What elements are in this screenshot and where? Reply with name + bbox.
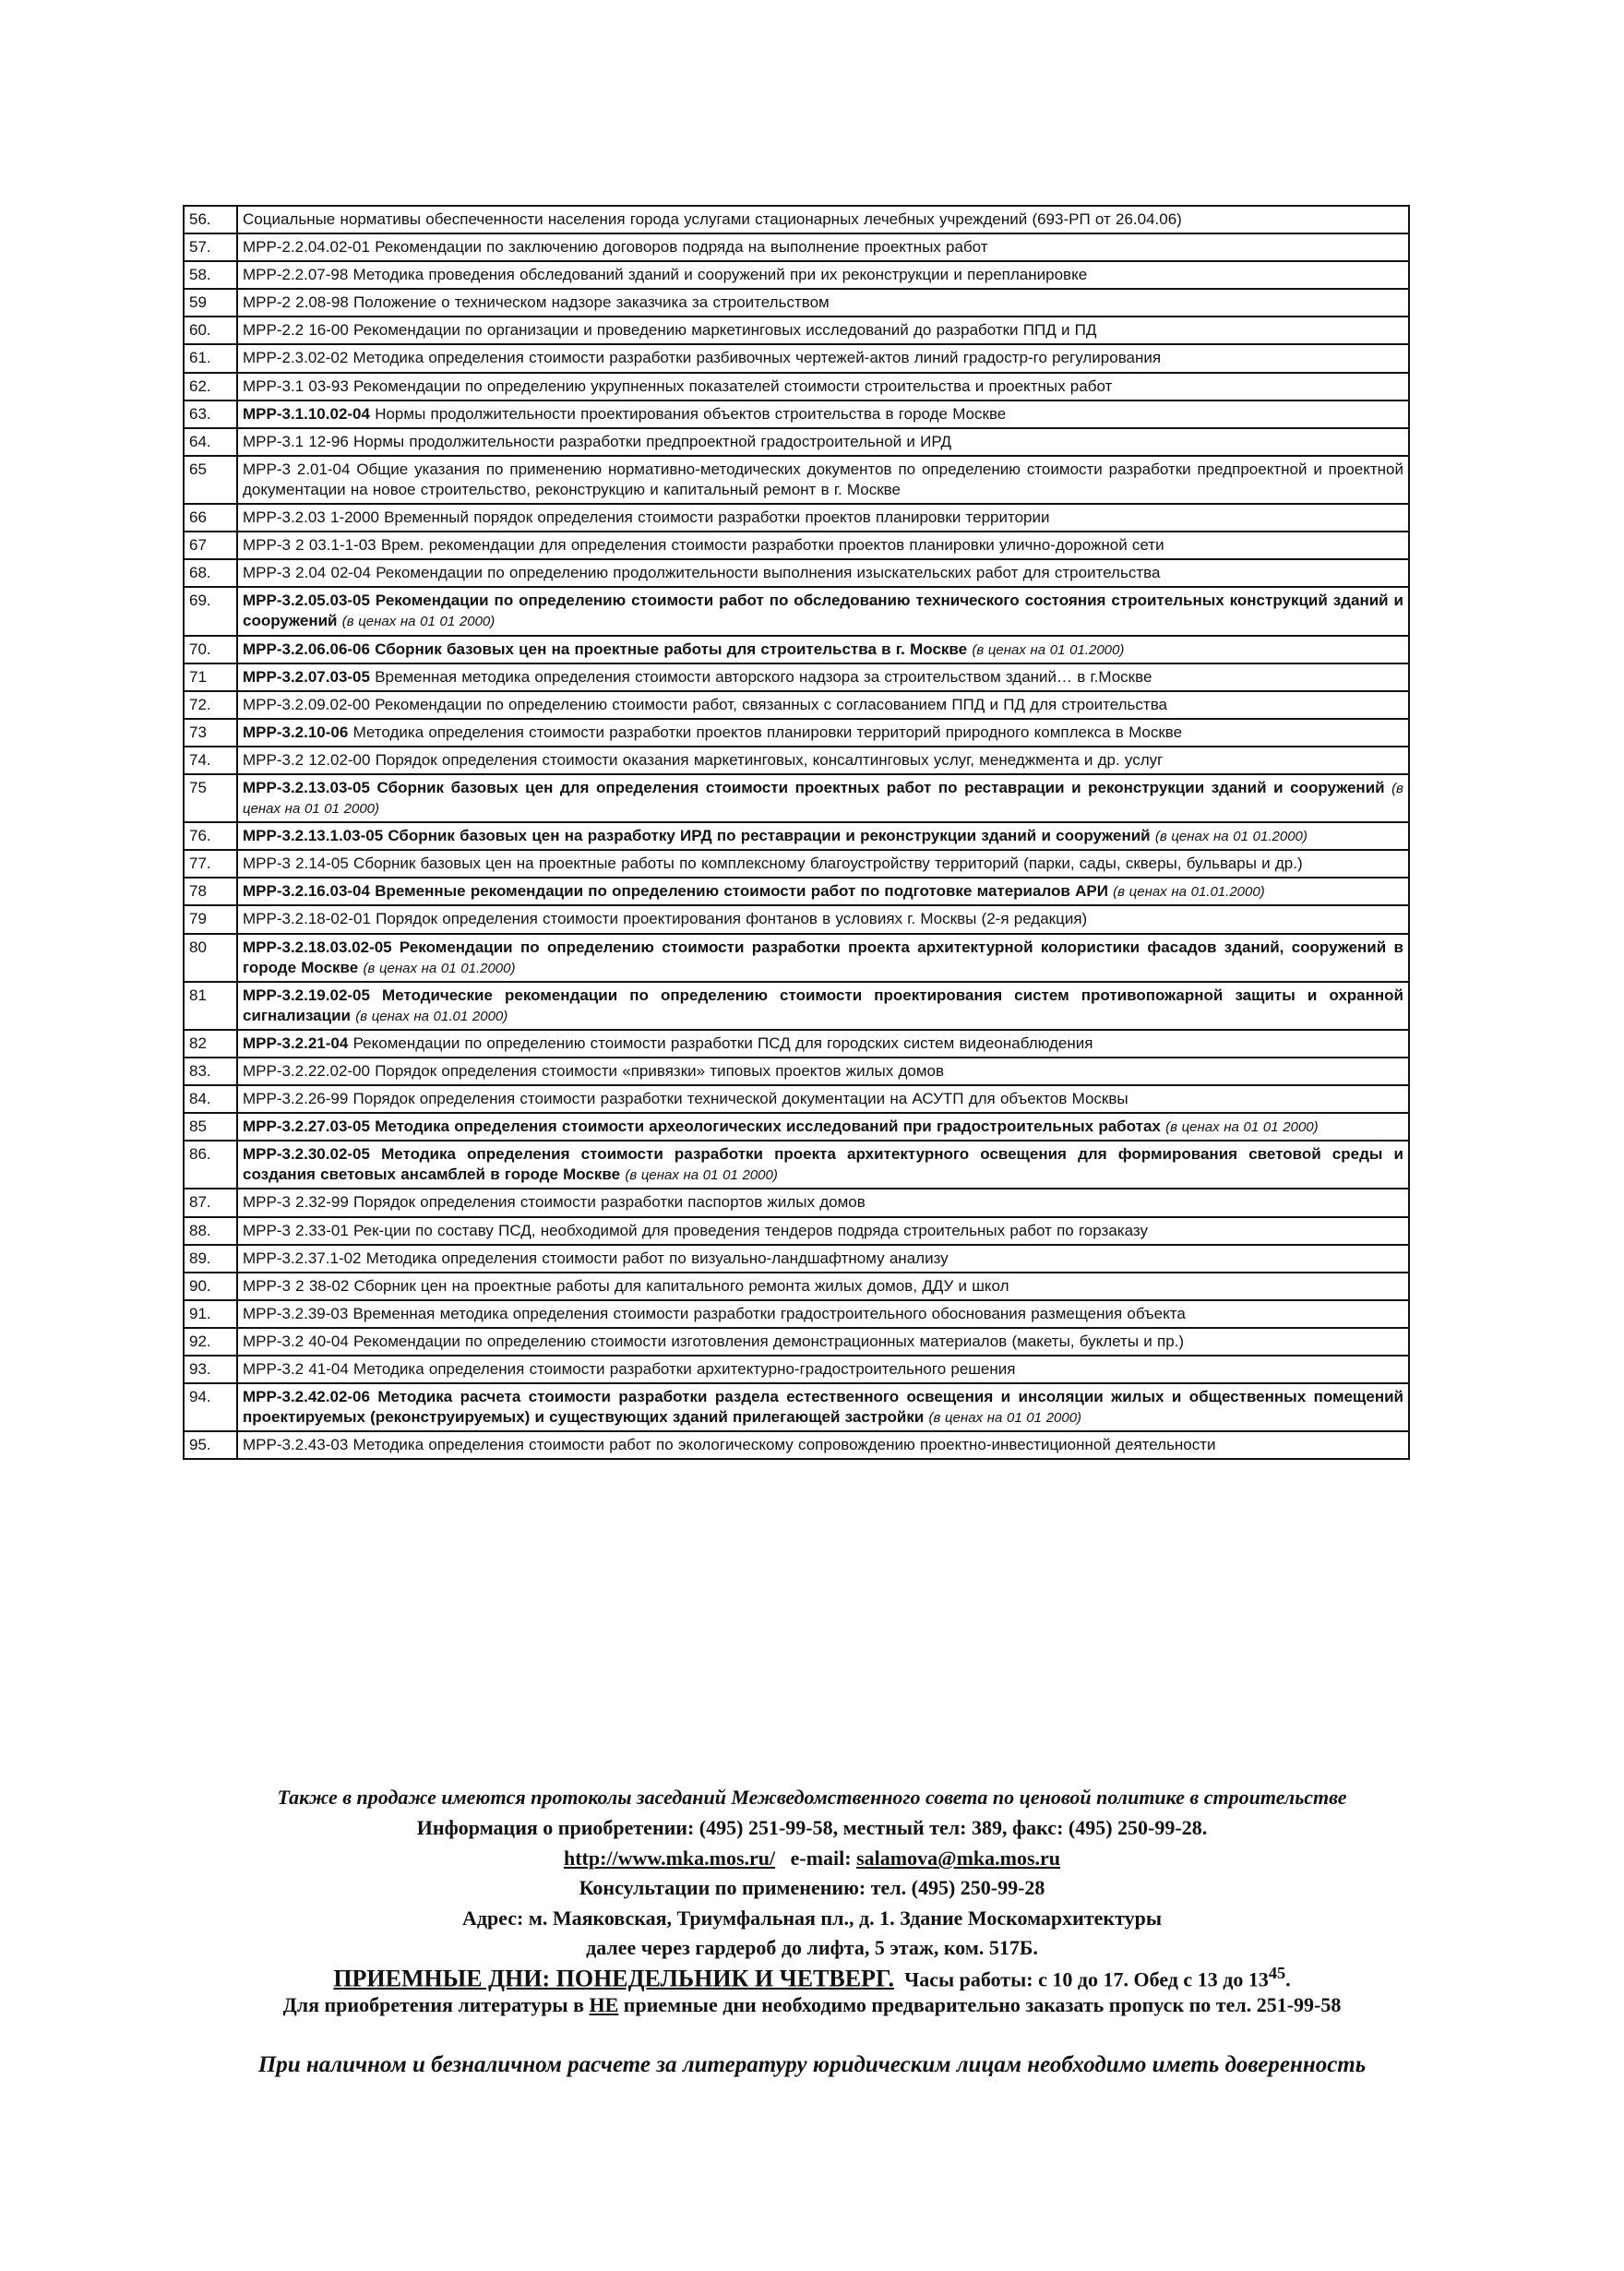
table-row [184, 559, 1409, 587]
row-title: МРР-3.2.26-99 Порядок определения стоимости разработки технической документации на АСУТП для объектов Москвы [237, 1085, 1409, 1113]
table-row [184, 691, 1409, 719]
table-row [184, 663, 1409, 691]
row-title [237, 774, 1409, 822]
row-title: МРР-3.2.22.02-00 Порядок определения стоимости «привязки» типовых проектов жилых домов [237, 1058, 1409, 1085]
row-title [237, 1030, 1409, 1058]
table-row [184, 905, 1409, 933]
table-row [184, 1217, 1409, 1245]
table-row [184, 1273, 1409, 1300]
row-title [237, 934, 1409, 982]
table-row [184, 456, 1409, 504]
row-title: МРР-2.2.07-98 Методика проведения обследований зданий и сооружений при их реконструкции и перепланировке [237, 261, 1409, 289]
table-row [184, 1245, 1409, 1273]
price-note: (в ценах на 01 01 2000) [341, 614, 496, 630]
row-number: 65 [184, 456, 237, 504]
table-row [184, 1058, 1409, 1085]
price-note: (в ценах на 01 01 2000) [625, 1167, 778, 1184]
address-line: Адрес: м. Маяковская, Триумфальная пл., д. 1. Здание Москомархитектуры [461, 1906, 1163, 1930]
table-row [184, 373, 1409, 400]
row-number: 87. [184, 1189, 237, 1216]
table-row [184, 317, 1409, 344]
row-title [237, 587, 1409, 635]
row-number: 85 [184, 1113, 237, 1141]
table-row [184, 289, 1409, 317]
row-number: 71 [184, 663, 237, 691]
row-title-text: МРР-3.2.30.02-05 Методика определения стоимости разработки проекта архитектурного освещения для формирования световой среды и создания световых ансамблей в городе Москве [243, 1145, 1403, 1184]
table-row [184, 233, 1409, 261]
row-title: МРР-2 2.08-98 Положение о техническом надзоре заказчика за строительством [237, 289, 1409, 317]
table-row [184, 1328, 1409, 1356]
table-row [184, 400, 1409, 428]
row-title: МРР-3 2.33-01 Рек-ции по составу ПСД, необходимой для проведения тендеров подряда строительных работ по горзаказу [237, 1217, 1409, 1245]
table-row [184, 1113, 1409, 1141]
reception-line [148, 1964, 1476, 1992]
table-row [184, 504, 1409, 532]
row-title: МРР-2.3.02-02 Методика определения стоимости разработки разбивочных чертежей-актов линий градостр-го регулирования [237, 344, 1409, 372]
row-title: МРР-2.2.04.02-01 Рекомендации по заключению договоров подряда на выполнение проектных работ [237, 233, 1409, 261]
row-number: 83. [184, 1058, 237, 1085]
row-title-text: МРР-3.2.27.03-05 Методика определения стоимости археологических исследований при градостроительных работах [243, 1118, 1161, 1136]
row-number: 61. [184, 344, 237, 372]
row-title-text: Методика определения стоимости разработки проектов планировки территорий природного комплекса в Москве [348, 723, 1183, 741]
row-code: МРР-3.1.10.02-04 [243, 404, 370, 423]
row-title [237, 1141, 1409, 1189]
row-title: МРР-3 2.01-04 Общие указания по применению нормативно-методических документов по определению стоимости разработки предпроектной и проектной документации на новое строительство, реконструкцию и капитальный ремонт в г. Москве [237, 456, 1409, 504]
website-link[interactable]: http://www.mka.mos.ru/ [563, 1847, 776, 1870]
row-title: МРР-3.2.37.1-02 Методика определения стоимости работ по визуально-ландшафтному анализу [237, 1245, 1409, 1273]
row-title: МРР-3 2.14-05 Сборник базовых цен на проектные работы по комплексному благоустройству территорий (парки, сады, скверы, бульвары и др.) [237, 850, 1409, 878]
row-title-text: МРР-3.2.13.1.03-05 Сборник базовых цен на разработку ИРД по реставрации и реконструкции зданий и сооружений [243, 827, 1151, 845]
price-note: (в ценах на 01 01.2000) [363, 960, 516, 976]
table-row [184, 1030, 1409, 1058]
row-number: 77. [184, 850, 237, 878]
row-title-text: Временная методика определения стоимости авторского надзора за строительством зданий… в г.Москве [369, 667, 1152, 686]
payment-note: При наличном и безналичном расчете за литературу юридическим лицам необходимо иметь доверенность [257, 2052, 1367, 2077]
row-title [237, 822, 1409, 850]
row-number: 56. [184, 206, 237, 233]
table-row [184, 1356, 1409, 1383]
row-title [237, 719, 1409, 747]
row-title: Социальные нормативы обеспеченности населения города услугами стационарных лечебных учреждений (693-РП от 26.04.06) [237, 206, 1409, 233]
row-title-text: Нормы продолжительности проектирования объектов строительства в городе Москве [369, 404, 1007, 423]
table-row [184, 719, 1409, 747]
row-title: МРР-3.2.43-03 Методика определения стоимости работ по экологическому сопровождению проектно-инвестиционной деятельности [237, 1431, 1409, 1459]
pass-info [148, 1993, 1476, 2017]
row-title [237, 1383, 1409, 1431]
price-note: (в ценах на 01 01 2000) [1165, 1119, 1319, 1136]
table-row [184, 1189, 1409, 1216]
row-title [237, 636, 1409, 663]
web-email-line [148, 1847, 1476, 1871]
row-number: 81 [184, 982, 237, 1030]
row-code: МРР-3.2.07.03-05 [243, 667, 370, 686]
table-row [184, 261, 1409, 289]
table-row [184, 1300, 1409, 1328]
row-title-text: МРР-3.2.19.02-05 Методические рекомендации по определению стоимости проектирования систем противопожарной защиты и охранной сигнализации [243, 986, 1403, 1024]
table-row [184, 1085, 1409, 1113]
row-number: 79 [184, 905, 237, 933]
table-row [184, 747, 1409, 774]
row-title: МРР-3.2.03 1-2000 Временный порядок определения стоимости разработки проектов планировки территории [237, 504, 1409, 532]
table-row [184, 428, 1409, 456]
price-note: (в ценах на 01 01 2000) [243, 780, 1403, 818]
row-number: 57. [184, 233, 237, 261]
row-number: 72. [184, 691, 237, 719]
table-row [184, 878, 1409, 905]
row-title-text: МРР-3.2.13.03-05 Сборник базовых цен для определения стоимости проектных работ по реставрации и реконструкции зданий и сооружений [243, 778, 1385, 796]
row-title: МРР-3 2 38-02 Сборник цен на проектные работы для капитального ремонта жилых домов, ДДУ и школ [237, 1273, 1409, 1300]
table-row [184, 344, 1409, 372]
table-row [184, 982, 1409, 1030]
row-number: 59 [184, 289, 237, 317]
row-number: 60. [184, 317, 237, 344]
table-row [184, 206, 1409, 233]
row-number: 93. [184, 1356, 237, 1383]
row-number: 94. [184, 1383, 237, 1431]
address-details: далее через гардероб до лифта, 5 этаж, ком. 517Б. [586, 1936, 1038, 1959]
row-number: 63. [184, 400, 237, 428]
row-title-text: МРР-3.2.16.03-04 Временные рекомендации по определению стоимости работ по подготовке материалов АРИ [243, 882, 1108, 901]
working-hours-end: . [1285, 1967, 1291, 1991]
pass-text-b: приемные дни необходимо предварительно заказать пропуск по тел. 251-99-58 [623, 1993, 1342, 2016]
consult-info: Консультации по применению: тел. (495) 250-99-28 [579, 1876, 1045, 1899]
row-number: 73 [184, 719, 237, 747]
row-number: 58. [184, 261, 237, 289]
row-number: 66 [184, 504, 237, 532]
row-number: 62. [184, 373, 237, 400]
row-title-text: МРР-3.2.18.03.02-05 Рекомендации по определению стоимости разработки проекта архитектурной колористики фасадов зданий, сооружений в городе Москве [243, 938, 1403, 976]
row-title: МРР-3 2 03.1-1-03 Врем. рекомендации для определения стоимости разработки проектов планировки улично-дорожной сети [237, 532, 1409, 559]
row-title: МРР-2.2 16-00 Рекомендации по организации и проведению маркетинговых исследований до разработки ППД и ПД [237, 317, 1409, 344]
email-label: e-mail: [790, 1847, 852, 1870]
row-number: 78 [184, 878, 237, 905]
row-number: 88. [184, 1217, 237, 1245]
row-number: 92. [184, 1328, 237, 1356]
price-note: (в ценах на 01.01 2000) [355, 1008, 508, 1024]
row-title [237, 400, 1409, 428]
table-row [184, 774, 1409, 822]
table-row [184, 934, 1409, 982]
price-note: (в ценах на 01 01.2000) [1154, 829, 1308, 845]
row-number: 89. [184, 1245, 237, 1273]
row-number: 90. [184, 1273, 237, 1300]
table-row [184, 636, 1409, 663]
row-number: 80 [184, 934, 237, 982]
row-title: МРР-3.1 12-96 Нормы продолжительности разработки предпроектной градостроительной и ИРД [237, 428, 1409, 456]
row-code: МРР-3.2.21-04 [243, 1034, 349, 1052]
price-note: (в ценах на 01.01.2000) [1113, 884, 1265, 901]
documents-table [183, 205, 1410, 1460]
contact-info: Информация о приобретении: (495) 251-99-58, местный тел: 389, факс: (495) 250-99-28. [416, 1816, 1208, 1839]
row-title-text: МРР-3.2.05.03-05 Рекомендации по определению стоимости работ по обследованию технического состояния строительных конструкций зданий и сооружений [243, 592, 1403, 630]
row-number: 67 [184, 532, 237, 559]
price-note: (в ценах на 01 01 2000) [928, 1410, 1082, 1427]
row-number: 91. [184, 1300, 237, 1328]
row-number: 95. [184, 1431, 237, 1459]
row-title: МРР-3.2.18-02-01 Порядок определения стоимости проектирования фонтанов в условиях г. Москвы (2-я редакция) [237, 905, 1409, 933]
row-title: МРР-3.2 41-04 Методика определения стоимости разработки архитектурно-градостроительного решения [237, 1356, 1409, 1383]
table-row [184, 1141, 1409, 1189]
table-row [184, 532, 1409, 559]
row-title: МРР-3.2.39-03 Временная методика определения стоимости разработки градостроительного обоснования размещения объекта [237, 1300, 1409, 1328]
table-row [184, 1431, 1409, 1459]
pass-text-a: Для приобретения литературы в [282, 1993, 584, 2016]
price-note: (в ценах на 01 01.2000) [972, 641, 1125, 658]
row-title-text: МРР-3.2.06.06-06 Сборник базовых цен на проектные работы для строительства в г. Москве [243, 639, 968, 658]
row-title [237, 663, 1409, 691]
row-title: МРР-3.1 03-93 Рекомендации по определению укрупненных показателей стоимости строительства и проектных работ [237, 373, 1409, 400]
table-row [184, 587, 1409, 635]
row-number: 70. [184, 636, 237, 663]
reception-days: ПРИЕМНЫЕ ДНИ: ПОНЕДЕЛЬНИК И ЧЕТВЕРГ. [333, 1965, 895, 1992]
table-row [184, 1383, 1409, 1431]
row-number: 76. [184, 822, 237, 850]
promo-line: Также в продаже имеются протоколы заседаний Межведомственного совета по ценовой политике в строительстве [277, 1786, 1347, 1809]
row-title: МРР-3.2.09.02-00 Рекомендации по определению стоимости работ, связанных с согласованием ППД и ПД для строительства [237, 691, 1409, 719]
row-number: 82 [184, 1030, 237, 1058]
working-hours-minutes: 45 [1268, 1964, 1286, 1982]
documents-table-container [183, 205, 1410, 1460]
row-number: 84. [184, 1085, 237, 1113]
table-row [184, 822, 1409, 850]
working-hours: Часы работы: с 10 до 17. Обед с 13 до 13 [904, 1967, 1269, 1991]
row-title: МРР-3 2.04 02-04 Рекомендации по определению продолжительности выполнения изыскательских работ для строительства [237, 559, 1409, 587]
row-title [237, 878, 1409, 905]
pass-not: НЕ [589, 1993, 619, 2016]
row-title [237, 1113, 1409, 1141]
row-number: 64. [184, 428, 237, 456]
row-title-text: МРР-3.2.42.02-06 Методика расчета стоимости разработки раздела естественного освещения и инсоляции жилых и общественных помещений проектируемых (реконструируемых) и существующих зданий прилегающей застройки [243, 1388, 1403, 1427]
row-title: МРР-3 2.32-99 Порядок определения стоимости разработки паспортов жилых домов [237, 1189, 1409, 1216]
row-title: МРР-3.2 12.02-00 Порядок определения стоимости оказания маркетинговых, консалтинговых услуг, менеджмента и др. услуг [237, 747, 1409, 774]
row-code: МРР-3.2.10-06 [243, 723, 349, 741]
row-title-text: Рекомендации по определению стоимости разработки ПСД для городских систем видеонаблюдения [348, 1034, 1093, 1052]
row-number: 86. [184, 1141, 237, 1189]
row-number: 75 [184, 774, 237, 822]
row-number: 69. [184, 587, 237, 635]
row-number: 68. [184, 559, 237, 587]
row-title: МРР-3.2 40-04 Рекомендации по определению стоимости изготовления демонстрационных материалов (макеты, буклеты и пр.) [237, 1328, 1409, 1356]
row-title [237, 982, 1409, 1030]
email-link[interactable]: salamova@mka.mos.ru [856, 1847, 1061, 1870]
table-row [184, 850, 1409, 878]
row-number: 74. [184, 747, 237, 774]
